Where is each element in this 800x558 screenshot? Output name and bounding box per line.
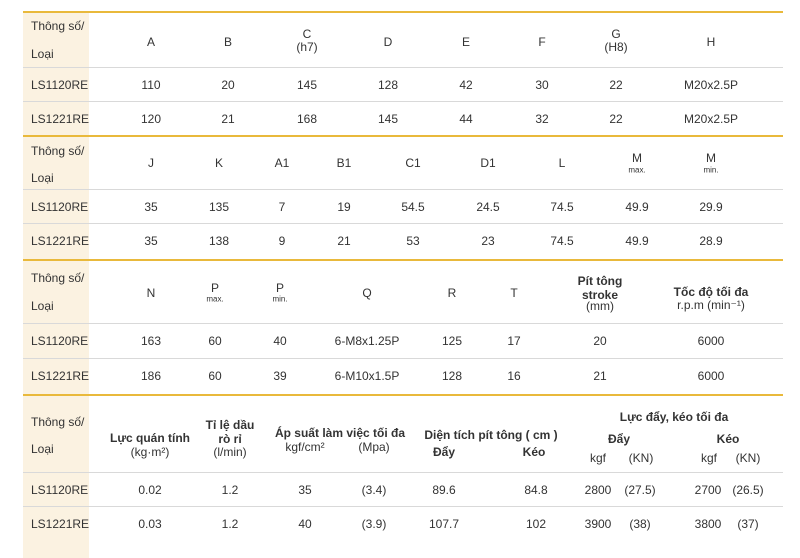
cell: (3.4) (361, 483, 387, 497)
header-c1: C1 (405, 156, 421, 170)
cell: 145 (377, 112, 399, 126)
cell: 60 (208, 334, 222, 348)
header-p-min: P (275, 281, 285, 295)
cell: 7 (278, 200, 286, 214)
type-label-line2: Loại (31, 47, 54, 61)
cell: 35 (298, 483, 312, 497)
header-m-min-sub: min. (703, 165, 719, 175)
row-name: LS1120RE (31, 200, 89, 214)
cell: 186 (140, 369, 162, 383)
header-max-speed-unit: r.p.m (min⁻¹) (677, 298, 745, 312)
cell: 19 (337, 200, 351, 214)
cell: 3900 (584, 517, 612, 531)
header-stroke-unit: (mm) (586, 299, 614, 313)
header-inertia-unit: (kg·m²) (130, 445, 170, 459)
header-pull-kgf: kgf (700, 451, 718, 465)
cell: 1.2 (221, 483, 239, 497)
header-leak-rate: Tỉ lệ dầu rò rỉ (205, 418, 255, 446)
header-pull-kn: (KN) (735, 451, 761, 465)
cell: 0.03 (138, 517, 162, 531)
row-line (23, 189, 783, 190)
cell: 89.6 (432, 483, 456, 497)
header-d1: D1 (480, 156, 496, 170)
header-k: K (214, 156, 224, 170)
header-n: N (146, 286, 156, 300)
cell: (37) (737, 517, 759, 531)
cell: 125 (441, 334, 463, 348)
type-label-line1: Thông số/ (31, 144, 85, 158)
header-push-kn: (KN) (628, 451, 654, 465)
cell: 107.7 (428, 517, 460, 531)
cell: 29.9 (699, 200, 723, 214)
header-force-push: Đẩy (607, 432, 631, 446)
header-pressure-mpa: (Mpa) (358, 440, 390, 454)
cell: 54.5 (401, 200, 425, 214)
header-a: A (146, 35, 156, 49)
cell: 120 (140, 112, 162, 126)
cell: 44 (459, 112, 473, 126)
header-p-min-sub: min. (272, 294, 288, 304)
cell: 60 (208, 369, 222, 383)
row-line (23, 472, 783, 473)
cell: 74.5 (550, 200, 574, 214)
cell: 20 (221, 78, 235, 92)
header-m-max-sub: max. (628, 165, 646, 175)
cell: (38) (629, 517, 651, 531)
row-line (23, 506, 783, 507)
header-q: Q (362, 286, 372, 300)
row-name: LS1221RE (31, 112, 90, 126)
header-max-speed: Tốc độ tối đa (673, 285, 749, 299)
header-leak-unit: (l/min) (213, 445, 247, 459)
header-area-push: Đẩy (432, 445, 456, 459)
gold-rule-3 (23, 259, 783, 261)
cell: 1.2 (221, 517, 239, 531)
header-b1: B1 (336, 156, 352, 170)
cell: 17 (507, 334, 521, 348)
row-name: LS1120RE (31, 334, 89, 348)
row-name: LS1221RE (31, 517, 90, 531)
cell: 0.02 (138, 483, 162, 497)
cell: 32 (535, 112, 549, 126)
cell: 30 (535, 78, 549, 92)
type-label-line1: Thông số/ (31, 19, 85, 33)
row-name: LS1221RE (31, 234, 90, 248)
gold-rule-top (23, 11, 783, 13)
cell: (26.5) (732, 483, 764, 497)
header-f: F (538, 35, 546, 49)
cell: 6000 (697, 369, 725, 383)
header-pressure: Áp suất làm việc tối đa (274, 426, 406, 440)
type-label-line2: Loại (31, 299, 54, 313)
row-line (23, 223, 783, 224)
header-c-sub: (h7) (296, 40, 318, 54)
cell: 21 (221, 112, 235, 126)
header-e: E (461, 35, 471, 49)
cell: 35 (144, 200, 158, 214)
gold-rule-2 (23, 135, 783, 137)
type-label-line1: Thông số/ (31, 415, 85, 429)
cell: 110 (141, 78, 161, 92)
cell: 6000 (697, 334, 725, 348)
header-push-kgf: kgf (589, 451, 607, 465)
cell: 42 (459, 78, 473, 92)
cell: 28.9 (699, 234, 723, 248)
header-m-max: M (632, 151, 642, 165)
cell: 9 (278, 234, 286, 248)
type-label-line2: Loại (31, 171, 54, 185)
type-label-line2: Loại (31, 442, 54, 456)
cell: 168 (296, 112, 318, 126)
header-force-pull: Kéo (716, 432, 740, 446)
type-label-line1: Thông số/ (31, 271, 85, 285)
cell: 40 (273, 334, 287, 348)
cell: 2800 (584, 483, 612, 497)
cell: (27.5) (624, 483, 656, 497)
cell: 135 (208, 200, 230, 214)
row-name: LS1120RE (31, 483, 89, 497)
row-name: LS1221RE (31, 369, 90, 383)
header-b: B (223, 35, 233, 49)
row-name: LS1120RE (31, 78, 89, 92)
header-h: H (706, 35, 716, 49)
header-pressure-kgf: kgf/cm² (285, 440, 325, 454)
header-inertia: Lực quán tính (109, 431, 191, 445)
header-area-pull: Kéo (522, 445, 546, 459)
cell: 24.5 (476, 200, 500, 214)
cell: 39 (273, 369, 287, 383)
cell: 163 (140, 334, 162, 348)
cell: 3800 (694, 517, 722, 531)
cell: 22 (609, 112, 623, 126)
header-g: G (611, 27, 621, 41)
header-g-sub: (H8) (604, 40, 628, 54)
row-line (23, 101, 783, 102)
cell: 49.9 (625, 200, 649, 214)
cell: 21 (337, 234, 351, 248)
cell: 53 (406, 234, 420, 248)
cell: 2700 (694, 483, 722, 497)
cell: 74.5 (550, 234, 574, 248)
gold-rule-4 (23, 394, 783, 396)
header-t: T (510, 286, 518, 300)
row-line (23, 67, 783, 68)
cell: 20 (593, 334, 607, 348)
cell: 23 (481, 234, 495, 248)
header-stroke: Pít tông stroke (577, 274, 623, 302)
header-c: C (302, 27, 312, 41)
cell: 145 (296, 78, 318, 92)
cell: 16 (507, 369, 521, 383)
cell: M20x2.5P (683, 78, 739, 92)
cell: 40 (298, 517, 312, 531)
row-line (23, 323, 783, 324)
cell: 21 (593, 369, 607, 383)
cell: 128 (441, 369, 463, 383)
cell: 6-M8x1.25P (334, 334, 400, 348)
header-p-max-sub: max. (206, 294, 224, 304)
header-j: J (148, 156, 154, 170)
cell: 22 (609, 78, 623, 92)
cell: 6-M10x1.5P (334, 369, 400, 383)
header-a1: A1 (274, 156, 290, 170)
cell: 35 (144, 234, 158, 248)
cell: 138 (208, 234, 230, 248)
header-piston-area: Diện tích pít tông ( cm ) (424, 428, 558, 442)
cell: 102 (525, 517, 547, 531)
header-d: D (383, 35, 393, 49)
header-p-max: P (210, 281, 220, 295)
cell: 84.8 (524, 483, 548, 497)
cell: 49.9 (625, 234, 649, 248)
header-r: R (447, 286, 457, 300)
header-l: L (558, 156, 566, 170)
cell: 128 (377, 78, 399, 92)
row-line (23, 358, 783, 359)
header-m-min: M (706, 151, 716, 165)
cell: M20x2.5P (683, 112, 739, 126)
cell: (3.9) (361, 517, 387, 531)
header-max-force: Lực đẩy, kéo tối đa (619, 410, 729, 424)
